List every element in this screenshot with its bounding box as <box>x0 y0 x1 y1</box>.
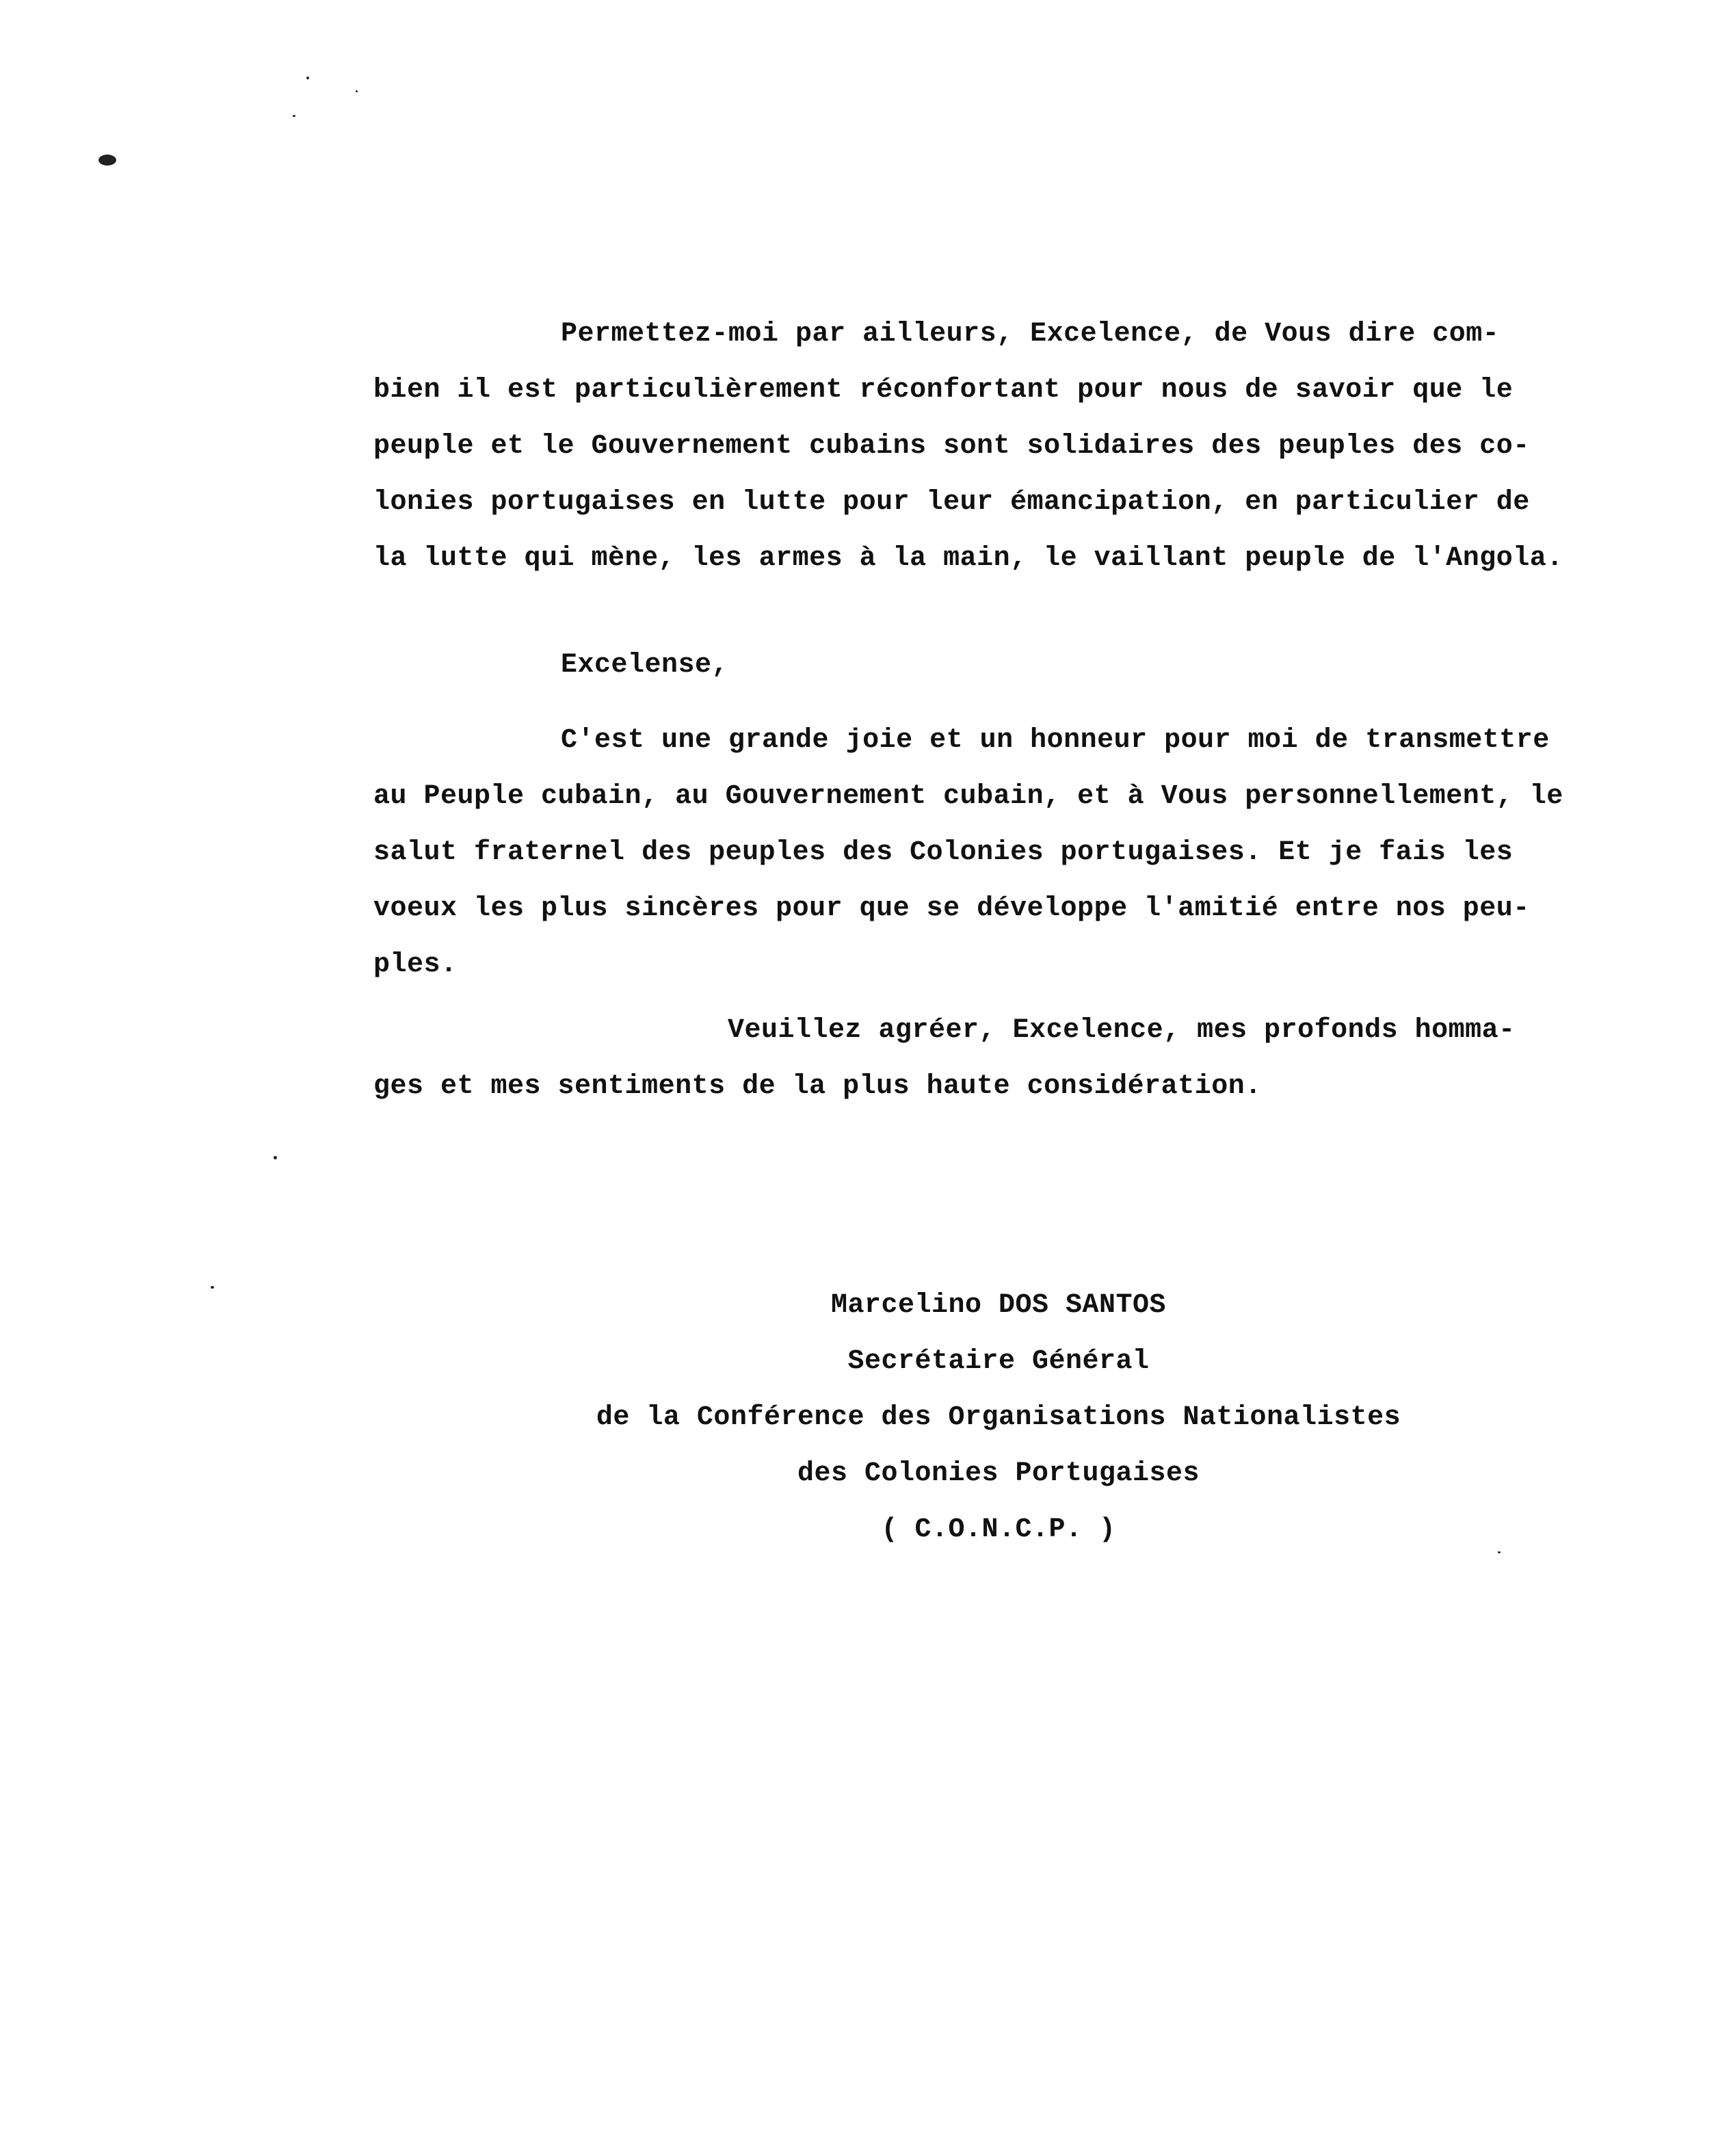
signatory-name: Marcelino DOS SANTOS <box>830 1290 1167 1321</box>
paragraph-1 <box>373 306 1563 587</box>
paragraph-2-line: C'est une grande joie et un honneur pour moi de transmettre <box>561 725 1550 756</box>
ink-blot <box>98 155 116 166</box>
salutation <box>373 637 1522 694</box>
paragraph-2-line: voeux les plus sincères pour que se développe l'amitié entre nos peu- <box>373 893 1530 924</box>
scan-speck <box>293 115 295 117</box>
organization-acronym: ( C.O.N.C.P. ) <box>881 1514 1116 1545</box>
scan-speck <box>306 77 309 79</box>
paragraph-1-line: lonies portugaises en lutte pour leur émancipation, en particulier de <box>373 487 1530 518</box>
salutation-text: Excelense, <box>561 650 729 681</box>
scan-speck <box>211 1286 214 1289</box>
paragraph-2-line: au Peuple cubain, au Gouvernement cubain, et à Vous personnellement, le <box>373 781 1563 812</box>
closing-line: ges et mes sentiments de la plus haute considération. <box>373 1071 1262 1102</box>
signatory-title: Secrétaire Général <box>847 1346 1150 1377</box>
closing-paragraph <box>373 1003 1522 1115</box>
organization-line-1: de la Conférence des Organisations Nationalistes <box>596 1402 1401 1433</box>
scan-speck <box>356 90 358 92</box>
paragraph-1-line: Permettez-moi par ailleurs, Excelence, de Vous dire com- <box>561 319 1500 350</box>
paragraph-2-line: ples. <box>373 949 458 980</box>
paragraph-2 <box>373 713 1563 993</box>
organization-line-2: des Colonies Portugaises <box>797 1458 1200 1489</box>
scan-speck <box>274 1156 277 1159</box>
paragraph-2-line: salut fraternel des peuples des Colonies portugaises. Et je fais les <box>373 837 1514 868</box>
paragraph-1-line: peuple et le Gouvernement cubains sont solidaires des peuples des co- <box>373 431 1530 462</box>
paragraph-1-line: la lutte qui mène, les armes à la main, le vaillant peuple de l'Angola. <box>373 543 1563 574</box>
signature-block <box>533 1278 1464 1558</box>
paragraph-1-line: bien il est particulièrement réconfortant pour nous de savoir que le <box>373 375 1514 406</box>
scan-speck <box>1498 1551 1501 1553</box>
closing-line: Veuillez agréer, Excelence, mes profonds homma- <box>728 1015 1516 1046</box>
